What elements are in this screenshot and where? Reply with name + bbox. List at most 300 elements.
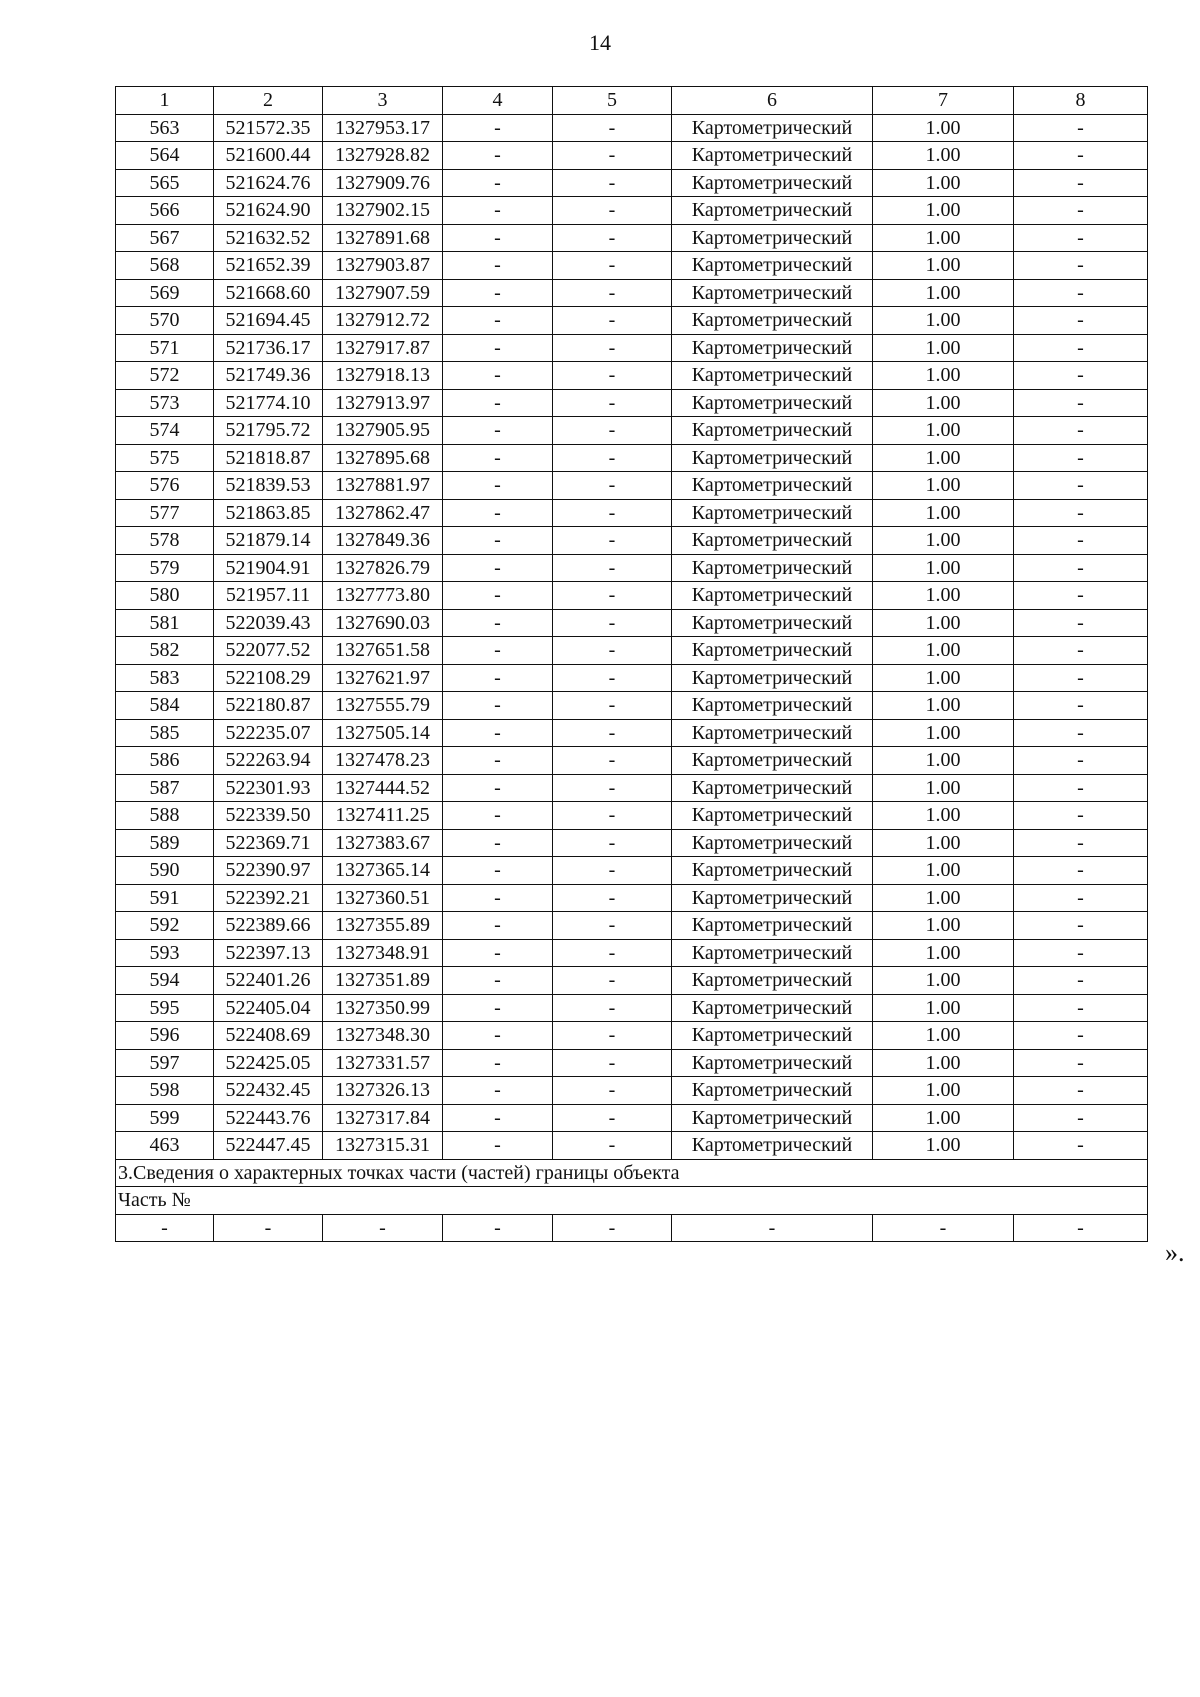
empty-row bbox=[116, 1214, 1148, 1242]
table-cell: 587 bbox=[116, 774, 214, 802]
table-cell: - bbox=[553, 224, 672, 252]
header-cell: 1 bbox=[116, 87, 214, 115]
table-cell: 1327918.13 bbox=[323, 362, 443, 390]
table-row bbox=[116, 582, 1148, 610]
table-cell: Картометрический bbox=[672, 802, 873, 830]
table-cell: 593 bbox=[116, 939, 214, 967]
table-cell: - bbox=[443, 1049, 553, 1077]
table-row bbox=[116, 884, 1148, 912]
table-cell: Картометрический bbox=[672, 857, 873, 885]
table-row bbox=[116, 114, 1148, 142]
table-cell: 589 bbox=[116, 829, 214, 857]
table-cell: - bbox=[553, 114, 672, 142]
table-cell: - bbox=[553, 252, 672, 280]
table-cell: - bbox=[1014, 1022, 1148, 1050]
table-cell: - bbox=[1014, 884, 1148, 912]
table-cell: - bbox=[443, 884, 553, 912]
table-cell: - bbox=[1014, 334, 1148, 362]
table-cell: - bbox=[553, 472, 672, 500]
table-row bbox=[116, 967, 1148, 995]
table-cell: - bbox=[553, 829, 672, 857]
table-cell: - bbox=[443, 472, 553, 500]
table-row bbox=[116, 1049, 1148, 1077]
table-cell: 521624.76 bbox=[214, 169, 323, 197]
table-cell: - bbox=[553, 197, 672, 225]
table-row bbox=[116, 802, 1148, 830]
table-cell: - bbox=[443, 609, 553, 637]
table-cell: - bbox=[443, 197, 553, 225]
table-row bbox=[116, 444, 1148, 472]
table-cell: Картометрический bbox=[672, 912, 873, 940]
table-cell: - bbox=[1014, 637, 1148, 665]
table-cell: 1.00 bbox=[873, 609, 1014, 637]
table-cell: 463 bbox=[116, 1132, 214, 1160]
table-cell: 1.00 bbox=[873, 719, 1014, 747]
table-row bbox=[116, 1022, 1148, 1050]
table-cell: 572 bbox=[116, 362, 214, 390]
table-cell: - bbox=[553, 637, 672, 665]
table-cell: - bbox=[443, 857, 553, 885]
table-cell: Картометрический bbox=[672, 1104, 873, 1132]
header-cell: 3 bbox=[323, 87, 443, 115]
table-cell: - bbox=[443, 527, 553, 555]
table-row bbox=[116, 829, 1148, 857]
table-cell: 521839.53 bbox=[214, 472, 323, 500]
table-cell: 579 bbox=[116, 554, 214, 582]
table-cell: Картометрический bbox=[672, 279, 873, 307]
table-cell: - bbox=[443, 1077, 553, 1105]
page-number: 14 bbox=[589, 30, 611, 55]
table-cell: 582 bbox=[116, 637, 214, 665]
table-cell: 596 bbox=[116, 1022, 214, 1050]
table-cell: Картометрический bbox=[672, 307, 873, 335]
table-cell: - bbox=[443, 279, 553, 307]
table-cell: Картометрический bbox=[672, 747, 873, 775]
table-header-row bbox=[116, 87, 1148, 115]
table-cell: - bbox=[553, 1132, 672, 1160]
table-cell: 521624.90 bbox=[214, 197, 323, 225]
table-cell: - bbox=[1014, 1104, 1148, 1132]
table-cell: Картометрический bbox=[672, 774, 873, 802]
table-cell: 1.00 bbox=[873, 1077, 1014, 1105]
table-cell: - bbox=[1014, 142, 1148, 170]
table-cell: 522369.71 bbox=[214, 829, 323, 857]
table-cell: 1.00 bbox=[873, 142, 1014, 170]
table-cell: 576 bbox=[116, 472, 214, 500]
table-cell: Картометрический bbox=[672, 692, 873, 720]
table-cell: 521694.45 bbox=[214, 307, 323, 335]
table-cell: - bbox=[1014, 362, 1148, 390]
table-cell: 1327903.87 bbox=[323, 252, 443, 280]
table-cell: - bbox=[553, 1214, 672, 1242]
table-cell: - bbox=[553, 444, 672, 472]
table-cell: 568 bbox=[116, 252, 214, 280]
table-cell: 573 bbox=[116, 389, 214, 417]
table-cell: 1.00 bbox=[873, 802, 1014, 830]
table-cell: - bbox=[1014, 582, 1148, 610]
header-cell: 7 bbox=[873, 87, 1014, 115]
table-cell: Картометрический bbox=[672, 114, 873, 142]
table-cell: - bbox=[1014, 252, 1148, 280]
table-cell: Картометрический bbox=[672, 142, 873, 170]
table-cell: 1.00 bbox=[873, 417, 1014, 445]
table-cell: 522301.93 bbox=[214, 774, 323, 802]
table-cell: Картометрический bbox=[672, 362, 873, 390]
table-row bbox=[116, 719, 1148, 747]
table-cell: 598 bbox=[116, 1077, 214, 1105]
table-cell: - bbox=[443, 664, 553, 692]
table-cell: 563 bbox=[116, 114, 214, 142]
table-cell: 1327326.13 bbox=[323, 1077, 443, 1105]
table-cell: - bbox=[443, 499, 553, 527]
table-cell: 1.00 bbox=[873, 252, 1014, 280]
section-title-row bbox=[116, 1159, 1148, 1187]
table-cell: - bbox=[214, 1214, 323, 1242]
table-cell: - bbox=[1014, 1049, 1148, 1077]
table-cell: Картометрический bbox=[672, 527, 873, 555]
table-cell: 522425.05 bbox=[214, 1049, 323, 1077]
table-cell: - bbox=[1014, 307, 1148, 335]
header-cell: 8 bbox=[1014, 87, 1148, 115]
table-cell: - bbox=[443, 829, 553, 857]
table-cell: 1327928.82 bbox=[323, 142, 443, 170]
table-cell: 575 bbox=[116, 444, 214, 472]
table-cell: 522392.21 bbox=[214, 884, 323, 912]
table-row bbox=[116, 664, 1148, 692]
table-cell: 1327444.52 bbox=[323, 774, 443, 802]
table-cell: - bbox=[1014, 802, 1148, 830]
part-label: Часть № bbox=[116, 1187, 1148, 1215]
table-cell: - bbox=[1014, 444, 1148, 472]
table-cell: - bbox=[1014, 719, 1148, 747]
table-cell: 1.00 bbox=[873, 279, 1014, 307]
table-cell: 1327348.91 bbox=[323, 939, 443, 967]
table-cell: 1.00 bbox=[873, 637, 1014, 665]
table-cell: 1.00 bbox=[873, 197, 1014, 225]
table-row bbox=[116, 774, 1148, 802]
table-cell: - bbox=[553, 1049, 672, 1077]
table-cell: - bbox=[553, 884, 672, 912]
table-cell: 574 bbox=[116, 417, 214, 445]
table-cell: 578 bbox=[116, 527, 214, 555]
table-cell: 1327478.23 bbox=[323, 747, 443, 775]
header-cell: 6 bbox=[672, 87, 873, 115]
table-cell: 1327350.99 bbox=[323, 994, 443, 1022]
table-cell: - bbox=[1014, 417, 1148, 445]
table-row bbox=[116, 637, 1148, 665]
table-cell: 521863.85 bbox=[214, 499, 323, 527]
table-cell: 1.00 bbox=[873, 939, 1014, 967]
table-cell: - bbox=[553, 939, 672, 967]
table-cell: Картометрический bbox=[672, 417, 873, 445]
table-cell: - bbox=[443, 582, 553, 610]
coordinates-table bbox=[115, 86, 1148, 1242]
table-cell: 595 bbox=[116, 994, 214, 1022]
table-cell: - bbox=[443, 389, 553, 417]
table-cell: - bbox=[553, 994, 672, 1022]
table-cell: 1327651.58 bbox=[323, 637, 443, 665]
table-cell: Картометрический bbox=[672, 637, 873, 665]
table-cell: 522263.94 bbox=[214, 747, 323, 775]
table-cell: - bbox=[443, 142, 553, 170]
table-row bbox=[116, 417, 1148, 445]
table-cell: 1327360.51 bbox=[323, 884, 443, 912]
table-row bbox=[116, 472, 1148, 500]
table-cell: 1.00 bbox=[873, 692, 1014, 720]
table-cell: 521795.72 bbox=[214, 417, 323, 445]
table-cell: - bbox=[1014, 994, 1148, 1022]
table-cell: 521957.11 bbox=[214, 582, 323, 610]
table-cell: 1.00 bbox=[873, 1104, 1014, 1132]
table-cell: - bbox=[443, 334, 553, 362]
table-cell: - bbox=[443, 939, 553, 967]
table-cell: Картометрический bbox=[672, 472, 873, 500]
table-row bbox=[116, 692, 1148, 720]
table-cell: 599 bbox=[116, 1104, 214, 1132]
table-row bbox=[116, 499, 1148, 527]
table-cell: 522443.76 bbox=[214, 1104, 323, 1132]
table-cell: - bbox=[553, 912, 672, 940]
table-cell: - bbox=[553, 417, 672, 445]
table-cell: 521572.35 bbox=[214, 114, 323, 142]
table-cell: Картометрический bbox=[672, 967, 873, 995]
table-cell: - bbox=[1014, 1214, 1148, 1242]
table-cell: 581 bbox=[116, 609, 214, 637]
table-cell: 1327913.97 bbox=[323, 389, 443, 417]
table-cell: 522390.97 bbox=[214, 857, 323, 885]
table-row bbox=[116, 609, 1148, 637]
table-cell: - bbox=[553, 1022, 672, 1050]
table-row bbox=[116, 1132, 1148, 1160]
table-cell: 521749.36 bbox=[214, 362, 323, 390]
table-cell: 1327909.76 bbox=[323, 169, 443, 197]
table-cell: Картометрический bbox=[672, 169, 873, 197]
table-cell: 522039.43 bbox=[214, 609, 323, 637]
table-cell: - bbox=[443, 169, 553, 197]
table-cell: Картометрический bbox=[672, 582, 873, 610]
table-cell: - bbox=[553, 389, 672, 417]
table-cell: - bbox=[1014, 114, 1148, 142]
table-cell: - bbox=[553, 774, 672, 802]
table-cell: 1.00 bbox=[873, 307, 1014, 335]
table-cell: 571 bbox=[116, 334, 214, 362]
table-cell: 588 bbox=[116, 802, 214, 830]
table-cell: 577 bbox=[116, 499, 214, 527]
table-cell: 1327917.87 bbox=[323, 334, 443, 362]
table-cell: - bbox=[1014, 912, 1148, 940]
table-cell: 1327891.68 bbox=[323, 224, 443, 252]
table-cell: - bbox=[553, 334, 672, 362]
table-cell: 591 bbox=[116, 884, 214, 912]
table-row bbox=[116, 142, 1148, 170]
table-cell: - bbox=[553, 1077, 672, 1105]
table-cell: 1327355.89 bbox=[323, 912, 443, 940]
table-cell: - bbox=[443, 444, 553, 472]
table-cell: - bbox=[553, 692, 672, 720]
table-cell: 590 bbox=[116, 857, 214, 885]
table-cell: - bbox=[1014, 774, 1148, 802]
table-cell: 522108.29 bbox=[214, 664, 323, 692]
table-cell: 522405.04 bbox=[214, 994, 323, 1022]
table-cell: - bbox=[553, 362, 672, 390]
table-cell: 522447.45 bbox=[214, 1132, 323, 1160]
table-cell: 1.00 bbox=[873, 829, 1014, 857]
table-cell: 1327505.14 bbox=[323, 719, 443, 747]
table-cell: Картометрический bbox=[672, 1132, 873, 1160]
table-cell: - bbox=[1014, 1077, 1148, 1105]
table-cell: 1327902.15 bbox=[323, 197, 443, 225]
table-cell: 1.00 bbox=[873, 527, 1014, 555]
table-cell: 1.00 bbox=[873, 664, 1014, 692]
table-cell: 567 bbox=[116, 224, 214, 252]
table-cell: 521736.17 bbox=[214, 334, 323, 362]
table-cell: - bbox=[553, 719, 672, 747]
table-cell: - bbox=[672, 1214, 873, 1242]
table-cell: - bbox=[1014, 169, 1148, 197]
header-cell: 2 bbox=[214, 87, 323, 115]
table-cell: - bbox=[553, 609, 672, 637]
table-cell: 583 bbox=[116, 664, 214, 692]
table-cell: - bbox=[1014, 279, 1148, 307]
table-cell: 1327315.31 bbox=[323, 1132, 443, 1160]
table-cell: - bbox=[1014, 747, 1148, 775]
table-cell: 522077.52 bbox=[214, 637, 323, 665]
table-row bbox=[116, 334, 1148, 362]
table-cell: Картометрический bbox=[672, 334, 873, 362]
table-cell: Картометрический bbox=[672, 197, 873, 225]
table-cell: 1.00 bbox=[873, 1049, 1014, 1077]
table-row bbox=[116, 857, 1148, 885]
table-cell: 1.00 bbox=[873, 334, 1014, 362]
table-cell: 522389.66 bbox=[214, 912, 323, 940]
table-row bbox=[116, 362, 1148, 390]
section-title: 3.Сведения о характерных точках части (частей) границы объекта bbox=[116, 1159, 1148, 1187]
table-cell: 1327905.95 bbox=[323, 417, 443, 445]
table-cell: - bbox=[1014, 664, 1148, 692]
table-cell: 522432.45 bbox=[214, 1077, 323, 1105]
table-cell: - bbox=[553, 857, 672, 885]
table-cell: - bbox=[553, 554, 672, 582]
table-cell: - bbox=[443, 1132, 553, 1160]
table-cell: 521668.60 bbox=[214, 279, 323, 307]
table-cell: 521632.52 bbox=[214, 224, 323, 252]
table-cell: 564 bbox=[116, 142, 214, 170]
table-cell: Картометрический bbox=[672, 1077, 873, 1105]
table-cell: 1.00 bbox=[873, 362, 1014, 390]
table-cell: Картометрический bbox=[672, 554, 873, 582]
table-cell: - bbox=[1014, 829, 1148, 857]
table-cell: - bbox=[1014, 939, 1148, 967]
table-cell: 1327849.36 bbox=[323, 527, 443, 555]
coordinates-table-container bbox=[115, 86, 1148, 1242]
table-cell: - bbox=[553, 1104, 672, 1132]
table-cell: - bbox=[443, 114, 553, 142]
table-cell: - bbox=[443, 967, 553, 995]
table-cell: 521652.39 bbox=[214, 252, 323, 280]
table-cell: 1.00 bbox=[873, 884, 1014, 912]
table-row bbox=[116, 554, 1148, 582]
table-cell: - bbox=[116, 1214, 214, 1242]
table-cell: 1327895.68 bbox=[323, 444, 443, 472]
table-cell: Картометрический bbox=[672, 884, 873, 912]
table-cell: 1327348.30 bbox=[323, 1022, 443, 1050]
table-cell: - bbox=[443, 1022, 553, 1050]
table-cell: 1327351.89 bbox=[323, 967, 443, 995]
table-cell: 1.00 bbox=[873, 994, 1014, 1022]
table-cell: - bbox=[553, 169, 672, 197]
table-cell: - bbox=[443, 637, 553, 665]
table-cell: 592 bbox=[116, 912, 214, 940]
table-cell: 1327907.59 bbox=[323, 279, 443, 307]
table-cell: 1327773.80 bbox=[323, 582, 443, 610]
table-cell: 1.00 bbox=[873, 444, 1014, 472]
table-cell: 566 bbox=[116, 197, 214, 225]
table-cell: - bbox=[443, 719, 553, 747]
table-cell: 585 bbox=[116, 719, 214, 747]
table-cell: - bbox=[443, 912, 553, 940]
table-cell: - bbox=[1014, 967, 1148, 995]
table-cell: 521904.91 bbox=[214, 554, 323, 582]
table-cell: 1.00 bbox=[873, 114, 1014, 142]
table-cell: 521818.87 bbox=[214, 444, 323, 472]
table-cell: - bbox=[553, 802, 672, 830]
table-row bbox=[116, 994, 1148, 1022]
table-cell: - bbox=[1014, 499, 1148, 527]
table-cell: Картометрический bbox=[672, 664, 873, 692]
table-cell: - bbox=[553, 747, 672, 775]
table-cell: 521774.10 bbox=[214, 389, 323, 417]
table-cell: - bbox=[443, 692, 553, 720]
table-cell: 584 bbox=[116, 692, 214, 720]
table-row bbox=[116, 389, 1148, 417]
table-cell: 521879.14 bbox=[214, 527, 323, 555]
table-cell: - bbox=[443, 417, 553, 445]
table-cell: 586 bbox=[116, 747, 214, 775]
table-cell: 1327555.79 bbox=[323, 692, 443, 720]
header-cell: 5 bbox=[553, 87, 672, 115]
table-cell: 522339.50 bbox=[214, 802, 323, 830]
table-cell: - bbox=[443, 224, 553, 252]
table-cell: - bbox=[873, 1214, 1014, 1242]
table-cell: 1327317.84 bbox=[323, 1104, 443, 1132]
table-cell: 1327383.67 bbox=[323, 829, 443, 857]
table-cell: - bbox=[1014, 472, 1148, 500]
table-row bbox=[116, 912, 1148, 940]
table-cell: Картометрический bbox=[672, 829, 873, 857]
table-cell: 522408.69 bbox=[214, 1022, 323, 1050]
table-cell: 522235.07 bbox=[214, 719, 323, 747]
table-cell: Картометрический bbox=[672, 719, 873, 747]
table-cell: Картометрический bbox=[672, 499, 873, 527]
table-cell: - bbox=[553, 527, 672, 555]
table-cell: 1.00 bbox=[873, 967, 1014, 995]
table-cell: - bbox=[443, 1104, 553, 1132]
table-cell: 1.00 bbox=[873, 499, 1014, 527]
table-cell: - bbox=[443, 747, 553, 775]
table-cell: Картометрический bbox=[672, 389, 873, 417]
table-cell: - bbox=[553, 664, 672, 692]
table-row bbox=[116, 169, 1148, 197]
table-body bbox=[116, 87, 1148, 1242]
table-cell: 522180.87 bbox=[214, 692, 323, 720]
table-row bbox=[116, 527, 1148, 555]
table-cell: 1327826.79 bbox=[323, 554, 443, 582]
table-cell: - bbox=[553, 582, 672, 610]
table-cell: Картометрический bbox=[672, 939, 873, 967]
table-cell: - bbox=[1014, 692, 1148, 720]
table-cell: 1.00 bbox=[873, 472, 1014, 500]
table-row bbox=[116, 747, 1148, 775]
